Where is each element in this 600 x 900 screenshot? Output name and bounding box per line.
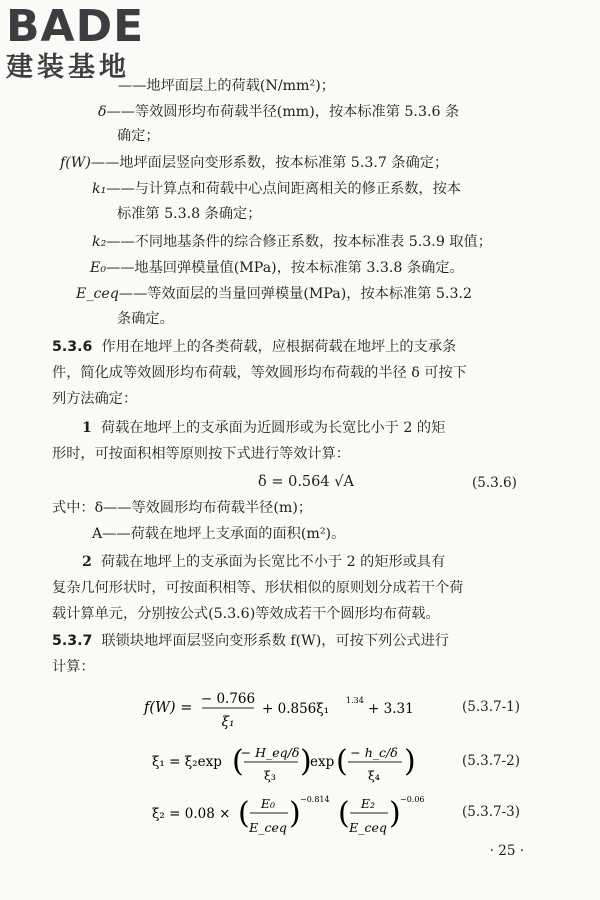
def-line: ——地坪面层上的荷载(N/mm²)；: [118, 78, 335, 94]
svg-text:): ): [300, 744, 312, 779]
equation-number: (5.3.7-1): [462, 699, 521, 715]
def-line: 标准第 5.3.8 条确定；: [117, 206, 262, 222]
equation-number: (5.3.6): [472, 475, 517, 491]
svg-text:): ): [404, 744, 416, 779]
paragraph-line: 计算：: [52, 659, 95, 675]
svg-text:ξ₄: ξ₄: [368, 768, 380, 783]
where-line: 式中：δ——等效圆形均布荷载半径(m)；: [52, 500, 313, 516]
paragraph-line: 列方法确定：: [52, 391, 138, 407]
def-line: k₂——不同地基条件的综合修正系数，按本标准表 5.3.9 取值；: [92, 234, 492, 250]
svg-text:ξ₂ = 0.08 ×: ξ₂ = 0.08 ×: [152, 806, 231, 822]
def-line: E_ceq——等效面层的当量回弹模量(MPa)，按本标准第 5.3.2: [76, 286, 473, 302]
equation-number: (5.3.7-3): [462, 804, 521, 820]
svg-text:−0.814: −0.814: [300, 795, 330, 804]
section-heading-line: 5.3.6 作用在地坪上的各类荷载，应根据荷载在地坪上的支承条: [52, 339, 457, 355]
svg-text:+ 3.31: + 3.31: [368, 701, 414, 717]
item-2-line: 2 荷载在地坪上的支承面为长宽比不小于 2 的矩形或具有: [82, 554, 446, 570]
def-line: E₀——地基回弹模量值(MPa)，按本标准第 3.3.8 条确定。: [90, 260, 464, 276]
svg-text:f(W) =: f(W) =: [144, 700, 193, 716]
svg-text:ξ₁ = ξ₂exp: ξ₁ = ξ₂exp: [152, 754, 222, 770]
section-heading-line: 5.3.7 联锁块地坪面层竖向变形系数 f(W)，可按下列公式进行: [52, 633, 449, 649]
section-number: 5.3.7: [52, 633, 93, 649]
where-line: A——荷载在地坪上支承面的面积(m²)。: [92, 526, 346, 542]
svg-text:− 0.766: − 0.766: [200, 691, 256, 707]
svg-text:E₀: E₀: [260, 796, 276, 811]
svg-text:− h_c/δ: − h_c/δ: [350, 745, 398, 760]
svg-text:E₂: E₂: [360, 796, 376, 811]
def-line: δ——等效圆形均布荷载半径(mm)，按本标准第 5.3.6 条: [98, 104, 460, 120]
paragraph-line: 复杂几何形状时，可按面积相等、形状相似的原则划分成若干个荷: [52, 580, 464, 596]
logo-subtitle: 建装基地: [6, 52, 130, 83]
section-number: 5.3.6: [52, 339, 93, 355]
svg-text:(: (: [338, 796, 350, 831]
svg-text:exp: exp: [310, 754, 335, 770]
page-number: · 25 ·: [489, 843, 524, 859]
def-line: k₁——与计算点和荷载中心点间距离相关的修正系数，按本: [92, 181, 461, 197]
paragraph-line: 载计算单元，分别按公式(5.3.6)等效成若干个圆形均布荷载。: [52, 606, 440, 622]
svg-text:E_ceq: E_ceq: [249, 820, 287, 835]
paragraph-line: 形时，可按面积相等原则按下式进行等效计算：: [52, 446, 350, 462]
def-line: 确定；: [117, 128, 160, 144]
svg-text:+ 0.856ξ₁: + 0.856ξ₁: [262, 701, 330, 717]
item-1-line: 1 荷载在地坪上的支承面为近圆形或为长宽比小于 2 的矩: [82, 420, 446, 436]
logo-word: BADE: [6, 1, 145, 52]
svg-text:(: (: [238, 796, 250, 831]
svg-text:): ): [389, 796, 401, 831]
paragraph-line: 件，简化成等效圆形均布荷载，等效圆形均布荷载的半径 δ 可按下: [52, 365, 467, 381]
svg-text:E_ceq: E_ceq: [349, 820, 387, 835]
svg-text:(: (: [232, 744, 244, 779]
svg-text:(: (: [336, 744, 348, 779]
equation-5-3-6: δ = 0.564 √A: [258, 474, 354, 490]
svg-text:−0.06: −0.06: [400, 795, 425, 804]
svg-text:): ): [289, 796, 301, 831]
svg-text:ξ₁: ξ₁: [221, 714, 235, 730]
svg-text:− H_eq/δ: − H_eq/δ: [240, 745, 300, 760]
equation-number: (5.3.7-2): [462, 753, 521, 769]
svg-text:ξ₃: ξ₃: [264, 768, 276, 783]
def-line: f(W)——地坪面层竖向变形系数，按本标准第 5.3.7 条确定；: [60, 155, 449, 171]
svg-text:1.34: 1.34: [346, 696, 364, 705]
def-line: 条确定。: [117, 311, 174, 327]
